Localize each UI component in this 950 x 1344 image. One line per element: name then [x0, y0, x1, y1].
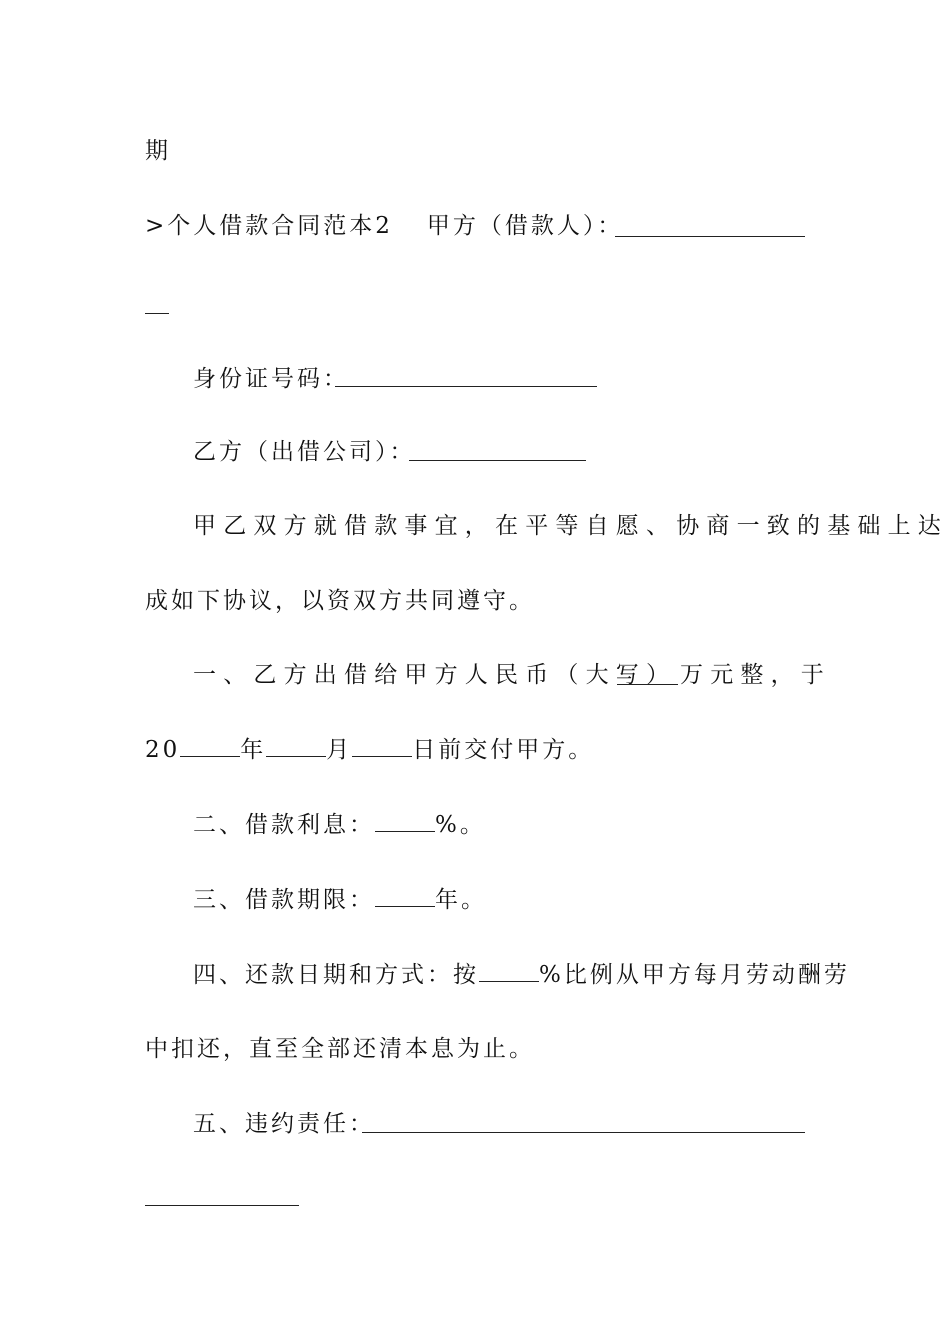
party-a-label: 甲方（借款人）：	[426, 213, 624, 239]
clause-4-line-2	[145, 1034, 810, 1064]
preamble-line-2	[145, 586, 810, 616]
month-label: 月	[326, 737, 353, 763]
id-number-blank	[335, 386, 597, 387]
repayment-text-cont: 中扣还，直至全部还清本息为止。	[145, 1036, 535, 1062]
delivery-text: 日前交付甲方。	[412, 737, 595, 763]
clause-4-line-1	[193, 959, 858, 990]
text-fragment: 期	[145, 138, 171, 164]
term-label: 三、借款期限：	[193, 887, 375, 913]
breach-blank	[362, 1132, 805, 1133]
day-blank	[352, 734, 412, 757]
party-a-blank-continued	[145, 313, 169, 314]
text-line-period	[145, 136, 810, 166]
clause-1-line-2	[145, 734, 810, 765]
term-blank	[375, 884, 435, 907]
id-number-line	[193, 364, 858, 394]
preamble-line-1	[193, 511, 948, 541]
repayment-label: 四、还款日期和方式：按	[193, 962, 479, 988]
clause-1-text-tail: 万元整，于	[680, 662, 831, 688]
clause-1-text: 一、乙方出借给甲方人民币（大写）	[193, 662, 677, 688]
month-blank	[266, 734, 326, 757]
id-number-label: 身份证号码：	[193, 366, 349, 392]
year-blank	[180, 734, 240, 757]
breach-blank-continued	[145, 1205, 299, 1206]
clause-5-line	[193, 1109, 858, 1139]
clause-3-line	[193, 884, 858, 915]
party-b-blank	[409, 460, 586, 461]
contract-title: >个人借款合同范本2	[145, 213, 393, 239]
year-prefix: 20	[145, 737, 181, 763]
amount-blank	[617, 684, 678, 685]
party-b-line	[193, 437, 858, 467]
preamble-text-cont: 成如下协议，以资双方共同遵守。	[145, 588, 535, 614]
clause-2-line	[193, 809, 858, 840]
party-a-blank	[615, 236, 805, 237]
interest-label: 二、借款利息：	[193, 812, 375, 838]
preamble-text: 甲乙双方就借款事宜，在平等自愿、协商一致的基础上达	[193, 513, 948, 539]
year-label: 年	[240, 737, 267, 763]
breach-label: 五、违约责任：	[193, 1111, 375, 1137]
clause-1-line-1-tail	[680, 660, 831, 690]
term-unit: 年。	[435, 887, 487, 913]
interest-unit: %。	[435, 812, 486, 838]
repayment-text: %比例从甲方每月劳动酬劳	[539, 962, 850, 988]
repayment-blank	[479, 959, 539, 982]
interest-blank	[375, 809, 435, 832]
party-b-label: 乙方（出借公司）：	[193, 439, 416, 465]
